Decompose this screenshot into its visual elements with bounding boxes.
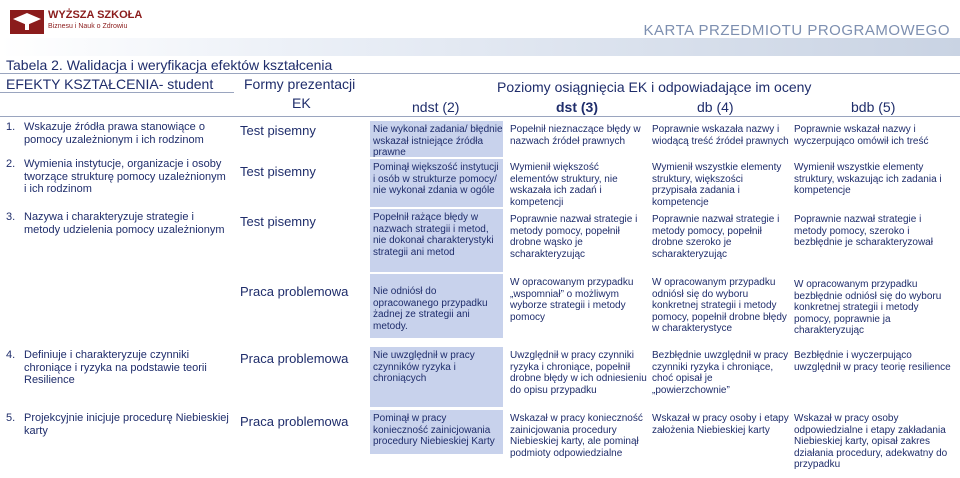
- row5-db: Wskazał w pracy osoby i etapy założenia Niebieskiej karty: [652, 413, 789, 436]
- document-title: KARTA PRZEDMIOTU PROGRAMOWEGO: [643, 22, 950, 39]
- row5-dst: Wskazał w pracy konieczność zainicjowania procedury Niebieskiej karty, ale pominął podmioty odpowiedzialne: [510, 413, 643, 459]
- forma-2: Test pisemny: [240, 164, 316, 179]
- grade-db: db (4): [697, 99, 734, 115]
- header-formy-2: EK: [292, 95, 311, 111]
- row1-bdb: Poprawnie wskazał nazwy i wyczerpująco omówił ich treść: [794, 124, 929, 147]
- forma-4: Praca problemowa: [240, 351, 349, 366]
- row2-dst: Wymienił większość elementów struktury, nie wskazała ich zadań i kompetencji: [510, 162, 618, 208]
- row4-ndst: Nie uwzględnił w pracy czynników ryzyka i chroniących: [370, 347, 503, 407]
- row5-ndst: Pominął w pracy konieczność zainicjowania procedury Niebieskiej Karty: [370, 410, 503, 454]
- row3-bdb: Poprawnie nazwał strategie i metody pomocy, szeroko i bezbłędnie je scharakteryzował: [794, 214, 933, 248]
- efekt-4: 4. Definiuje i charakteryzuje czynniki chroniące i ryzyka na podstawie teorii Resilience: [6, 349, 207, 386]
- row2-db: Wymienił wszystkie elementy struktury, większości przypisała zadania i kompetencje: [652, 162, 782, 208]
- row4-bdb: Bezbłędnie i wyczerpująco uwzględnił w pracy teorię resilience: [794, 350, 951, 373]
- efekt-5: 5. Projekcyjnie inicjuje procedurę Niebieskiej karty: [6, 412, 229, 437]
- divider: [0, 116, 960, 117]
- row1-db: Poprawnie wskazała nazwy i wiodącą treść źródeł prawnych: [652, 124, 789, 147]
- logo-title: WYŻSZA SZKOŁA: [48, 9, 143, 21]
- row3b-ndst: Nie odniósł do opracowanego przypadku żadnej ze strategii ani metody.: [370, 274, 503, 338]
- grade-ndst: ndst (2): [412, 99, 460, 115]
- header-banner: [0, 38, 960, 56]
- forma-1: Test pisemny: [240, 123, 316, 138]
- row1-ndst: Nie wykonał zadania/ błędnie wskazał istniejące źródła prawne: [370, 121, 503, 157]
- row4-dst: Uwzględnił w pracy czynniki ryzyka i chroniące, popełnił drobne błędy w ich odniesieniu do opisu przypadku: [510, 350, 647, 396]
- forma-5: Praca problemowa: [240, 414, 349, 429]
- divider: [0, 73, 960, 74]
- row5-bdb: Wskazał w pracy osoby odpowiedzialne i etapy zakładania Niebieskiej karty, opisał zakres działania procedury, adekwatny do przypadku: [794, 413, 948, 470]
- header-poziomy: Poziomy osiągnięcia EK i odpowiadające im oceny: [497, 79, 812, 95]
- divider: [0, 92, 234, 93]
- row4-db: Bezbłędnie uwzględnił w pracy czynniki ryzyka i chroniące, choć opisał je „powierzchownie”: [652, 350, 789, 396]
- row2-ndst: Pominął większość instytucji i osób w strukturze pomocy/ nie wykonał zdania w ogóle: [370, 159, 503, 207]
- row3b-dst: W opracowanym przypadku „wspomniał” o możliwym wyborze strategii i metody pomocy: [510, 277, 634, 323]
- logo-subtitle: Biznesu i Nauk o Zdrowiu: [48, 23, 128, 30]
- row3b-db: W opracowanym przypadku odniósł się do wyboru konkretnej strategii i metody pomocy, popełnił drobne błędy w charakterystyce: [652, 277, 787, 334]
- header-efekty: EFEKTY KSZTAŁCENIA- student: [6, 76, 214, 92]
- header-formy-1: Formy prezentacji: [244, 76, 356, 92]
- row3-db: Poprawnie nazwał strategie i metody pomocy, popełnił drobne szeroko je scharakteryzując: [652, 214, 780, 260]
- efekt-3: 3. Nazywa i charakteryzuje strategie i metody udzielenia pomocy uzależnionym: [6, 211, 225, 236]
- row2-bdb: Wymienił wszystkie elementy struktury, wskazując ich zadania i kompetencje: [794, 162, 942, 196]
- efekt-2: 2. Wymienia instytucje, organizacje i osoby tworzące strukturę pomocy uzależnionym i ich rodzinom: [6, 158, 226, 195]
- row3-dst: Poprawnie nazwał strategie i metody pomocy, popełnił drobne wąsko je scharakteryzując: [510, 214, 638, 260]
- table-title: Tabela 2. Walidacja i weryfikacja efektów kształcenia: [6, 57, 333, 73]
- row1-dst: Popełnił nieznaczące błędy w nazwach źródeł prawnych: [510, 124, 641, 147]
- grade-bdb: bdb (5): [851, 99, 896, 115]
- forma-3: Test pisemny: [240, 214, 316, 229]
- row3-ndst: Popełnił rażące błędy w nazwach strategii i metod, nie dokonał charakterystyki strategii ani metod: [370, 209, 503, 272]
- forma-3b: Praca problemowa: [240, 284, 349, 299]
- grade-dst: dst (3): [556, 99, 598, 115]
- efekt-1: 1. Wskazuje źródła prawa stanowiące o pomocy uzależnionym i ich rodzinom: [6, 121, 205, 146]
- row3b-bdb: W opracowanym przypadku bezbłędnie odniósł się do wyboru konkretnej strategii i metody pomocy, poprawnie ja charakteryzując: [794, 279, 942, 336]
